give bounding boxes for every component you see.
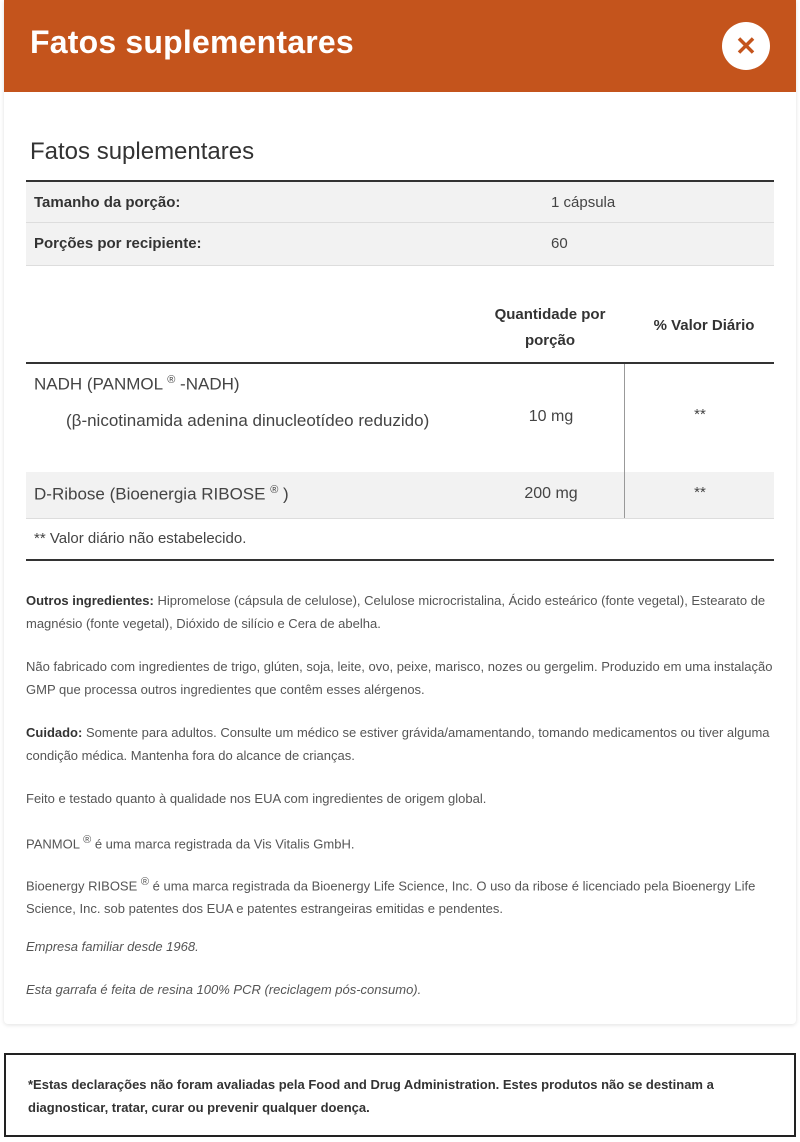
serving-size-row [26,180,774,223]
daily-value-footnote: ** Valor diário não estabelecido. [34,530,247,547]
serving-size-label: Tamanho da porção: [34,194,181,211]
column-divider [624,364,625,518]
fda-disclaimer: *Estas declarações não foram avaliadas pela Food and Drug Administration. Estes produtos não se destinam a diagnosticar, tratar, curar ou prevenir qualquer doença. [4,1053,796,1137]
amount-per-serving-header: Quantidade por porção [494,306,606,349]
ribose-trademark: Bioenergy RIBOSE ® é uma marca registrada da Bioenergy Life Science, Inc. O uso da ribose é licenciado pela Bioenergy Life Science, Inc. sob patentes dos EUA e patentes estrangeiras emitidas e pendentes. [26,876,756,917]
made-in-usa-statement: Feito e testado quanto à qualidade nos EUA com ingredientes de origem global. [26,791,487,806]
servings-per-container-value: 60 [551,235,568,252]
panel-title: Fatos suplementares [30,138,255,165]
caution-statement: Cuidado: Somente para adultos. Consulte um médico se estiver grávida/amamentando, tomando medicamentos ou tiver alguma condição médica. Mantenha fora do alcance de crianças. [26,725,770,763]
serving-size-value: 1 cápsula [551,194,616,211]
ingredient-name: NADH (PANMOL ® -NADH) [34,374,240,394]
ingredient-name: D-Ribose (Bioenergia RIBOSE ® ) [34,484,289,504]
bottle-statement: Esta garrafa é feita de resina 100% PCR (reciclagem pós-consumo). [26,982,422,997]
modal-title: Fatos suplementares [30,24,354,60]
table-divider-bottom [26,559,774,561]
close-button[interactable] [722,22,770,70]
ingredient-row-ribose [26,472,774,519]
ingredient-row-nadh [26,364,774,473]
family-company-statement: Empresa familiar desde 1968. [26,939,199,954]
ingredient-amount: 200 mg [524,485,578,502]
ingredient-daily-value: ** [694,484,706,501]
ingredient-amount: 10 mg [528,408,574,425]
close-icon: ✕ [735,31,757,61]
modal-header [4,0,796,92]
servings-per-container-row [26,223,774,266]
ingredient-detail: (β-nicotinamida adenina dinucleotídeo reduzido) [66,411,430,430]
ingredient-daily-value: ** [694,406,706,423]
daily-value-header: % Valor Diário [653,317,755,334]
servings-per-container-label: Porções por recipiente: [34,235,202,252]
allergen-statement: Não fabricado com ingredientes de trigo, glúten, soja, leite, ovo, peixe, marisco, nozes ou gergelim. Produzido em uma instalação GMP que processa outros ingredientes que contêm esses alérgenos. [26,659,773,697]
other-ingredients: Outros ingredientes: Hipromelose (cápsula de celulose), Celulose microcristalina, Ácido esteárico (fonte vegetal), Estearato de magnésio (fonte vegetal), Dióxido de silício e Cera de abelha. [26,593,766,631]
panmol-trademark: PANMOL ® é uma marca registrada da Vis Vitalis GmbH. [26,834,355,852]
